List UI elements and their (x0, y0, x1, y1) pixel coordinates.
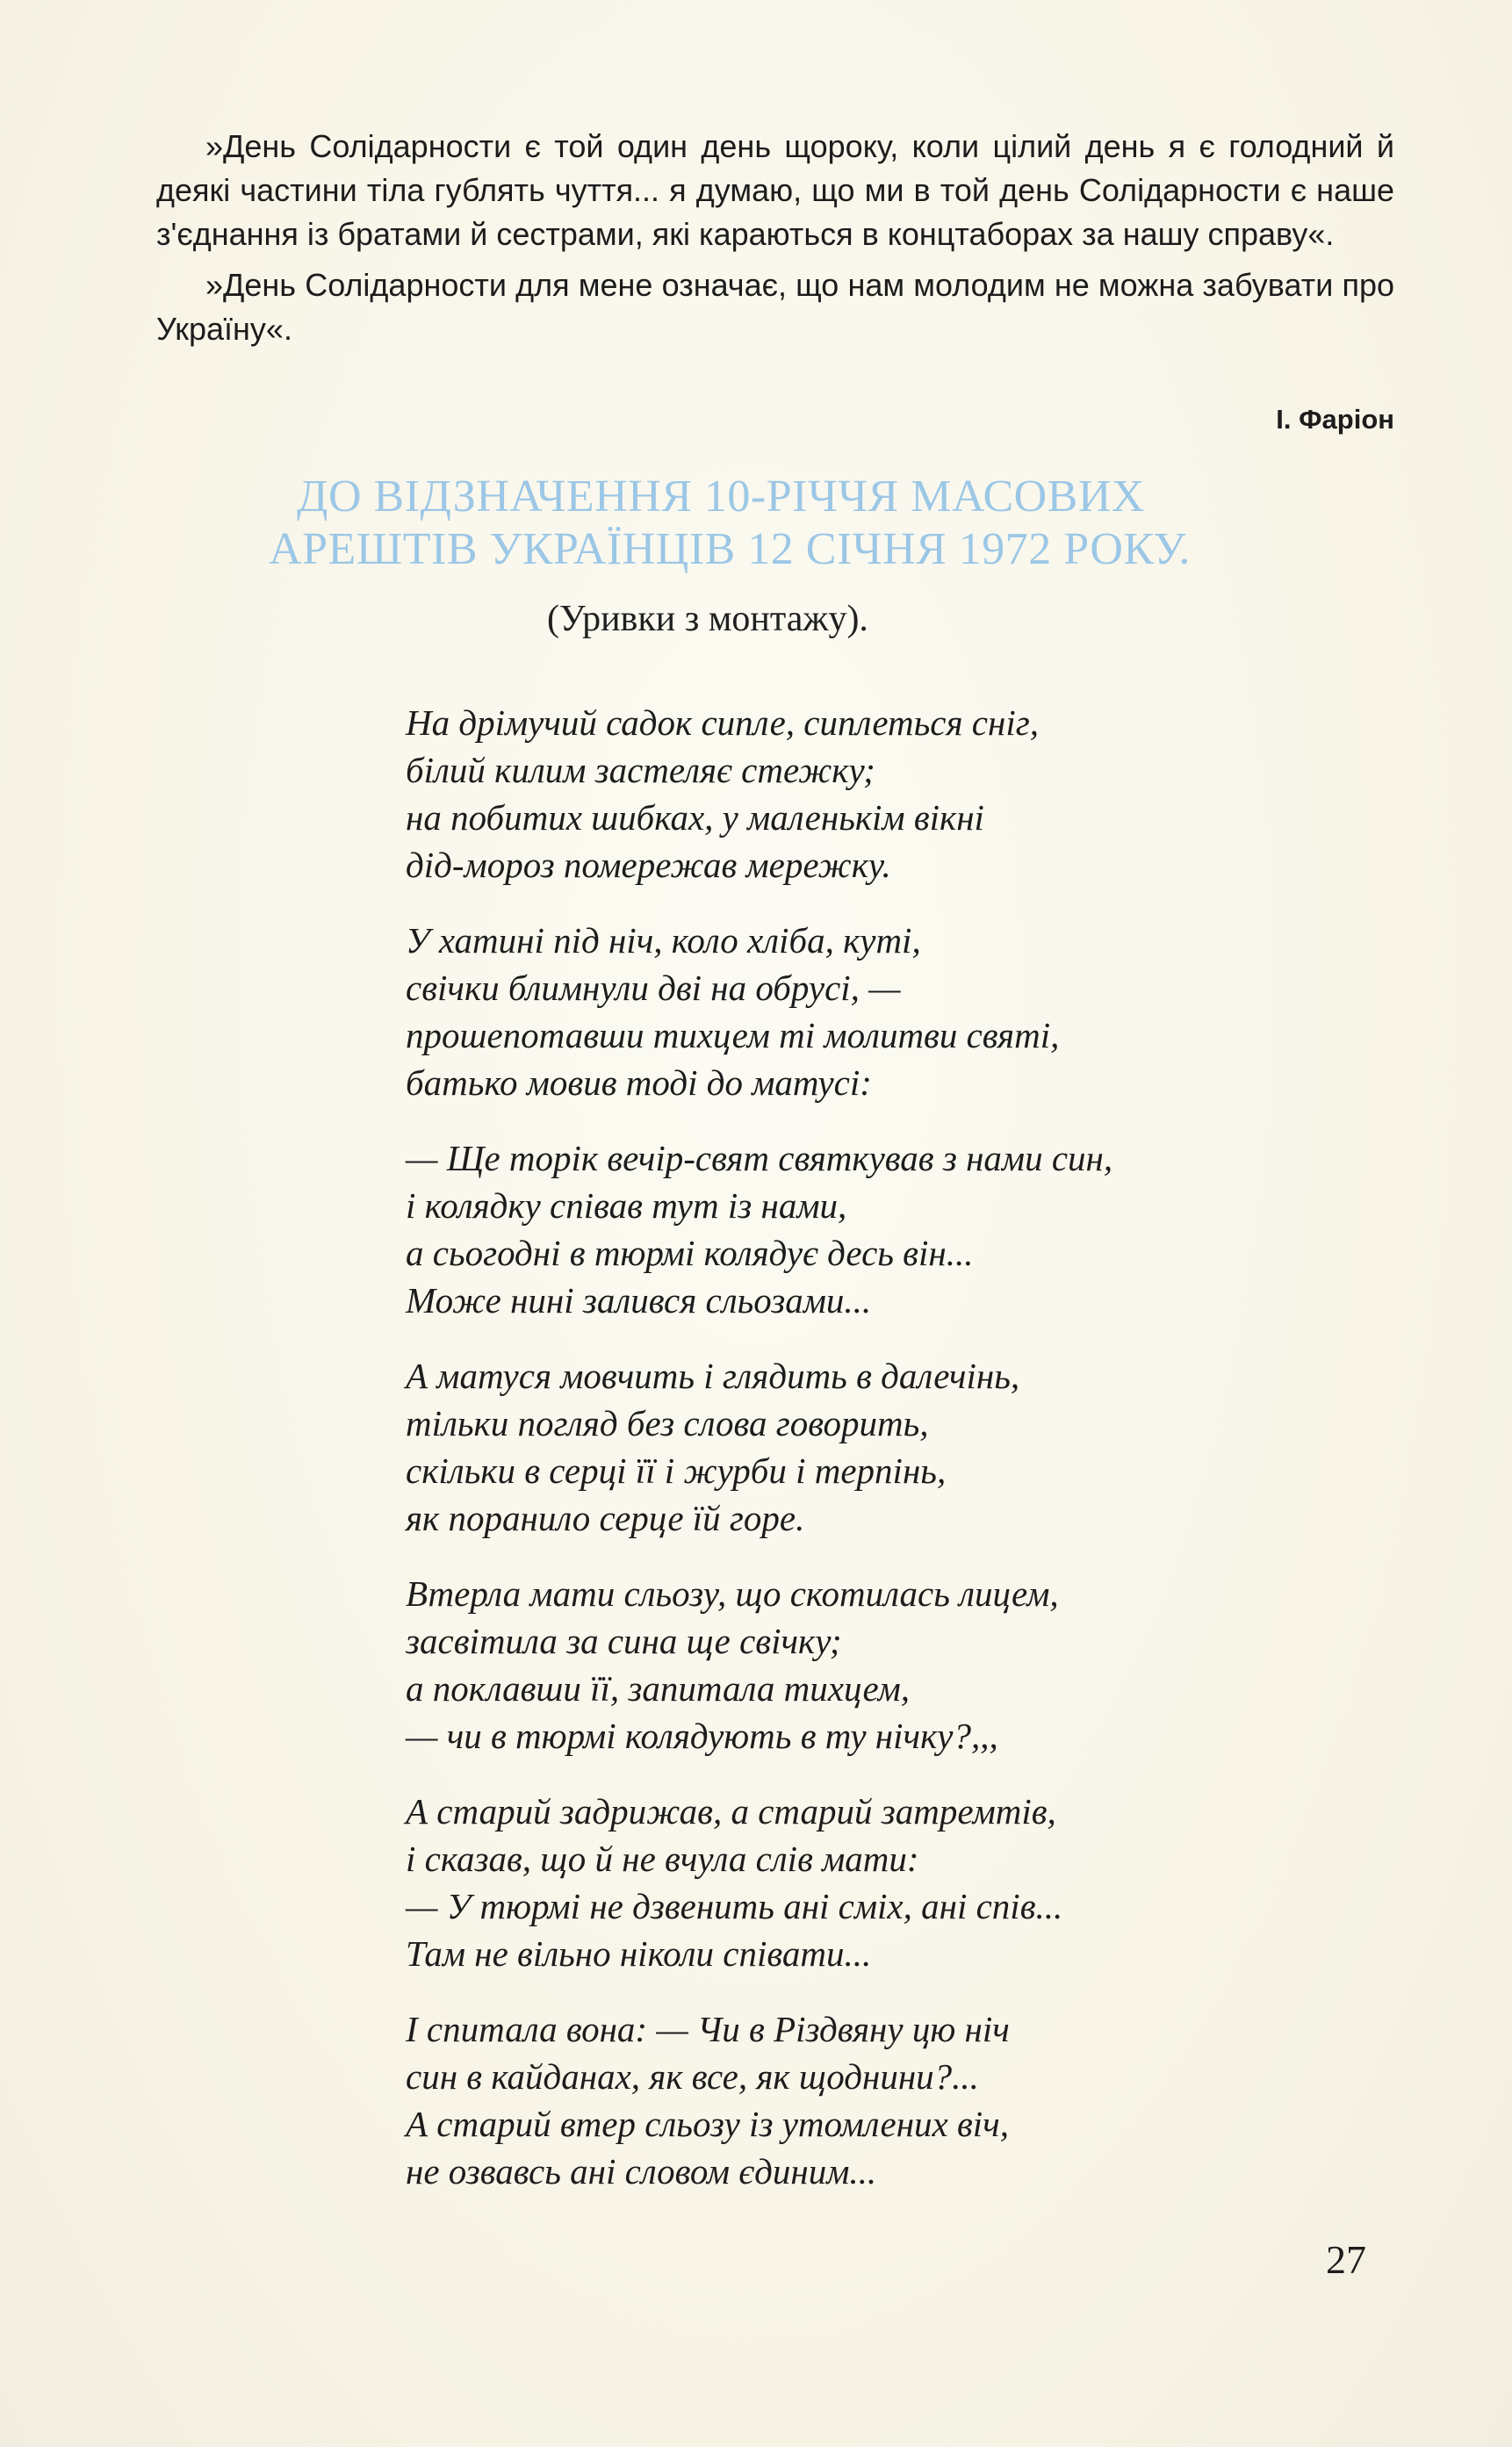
poem-line: — У тюрмі не дзвенить ані сміх, ані спів... (406, 1886, 1063, 1926)
poem-stanza (406, 2005, 1372, 2195)
poem-line: А матуся мовчить і глядить в далечінь, (406, 1356, 1020, 1396)
student-quotes (156, 125, 1394, 351)
poem-line: тільки погляд без слова говорить, (406, 1403, 929, 1443)
page-number: 27 (1326, 2237, 1366, 2282)
poem-line: а сьогодні в тюрмі колядує десь він... (406, 1233, 974, 1273)
poem-stanza (406, 1570, 1372, 1760)
poem-line: прошепотавши тихцем ті молитви святі, (406, 1015, 1060, 1055)
poem-line: — Ще торік вечір-свят святкував з нами син, (406, 1138, 1113, 1178)
poem-line: як поранило серце їй горе. (406, 1498, 805, 1538)
heading-line-1: ДО ВІДЗНАЧЕННЯ 10-РІЧЧЯ МАСОВИХ (297, 471, 1145, 522)
heading-line-2: АРЕШТІВ УКРАЇНЦІВ 12 СІЧНЯ 1972 РОКУ. (269, 524, 1191, 574)
poem-stanza (406, 917, 1372, 1106)
poem-line: засвітила за сина ще свічку; (406, 1621, 842, 1661)
poem-line: свічки блимнули дві на обрусі, — (406, 968, 901, 1008)
poem-line: У хатині під ніч, коло хліба, куті, (406, 920, 921, 961)
poem-line: батько мовив тоді до матусі: (406, 1062, 872, 1103)
poem-line: І спитала вона: — Чи в Різдвяну цю ніч (406, 2009, 1010, 2049)
quote-paragraph-1: »День Солідарности є той один день щороку, коли цілий день я є голодний й деякі частини тіла гублять чуття... я думаю, що ми в той день Солідарности є наше з'єднання із братами й сестрами, які караються в концтаборах за нашу справу«. (156, 128, 1394, 252)
poem-line: білий килим застеляє стежку; (406, 750, 875, 790)
poem-line: А старий задрижав, а старий затремтів, (406, 1791, 1056, 1832)
poem-line: скільки в серці її і журби і терпінь, (406, 1450, 947, 1491)
poem-line: А старий втер сльозу із утомлених віч, (406, 2104, 1009, 2144)
poem-line: На дрімучий садок сипле, сиплеться сніг, (406, 702, 1039, 743)
quote-paragraph-2: »День Солідарности для мене означає, що нам молодим не можна забувати про Україну«. (156, 267, 1394, 347)
article-heading (0, 471, 1512, 576)
poem-line: Може нині залився сльозами... (406, 1280, 872, 1321)
poem-line: син в кайданах, як все, як щоднини?... (406, 2056, 979, 2097)
poem-line: Там не вільно ніколи співати... (406, 1933, 872, 1974)
poem-stanza (406, 1352, 1372, 1542)
article-subtitle: (Уривки з монтажу). (547, 599, 868, 639)
poem-line: на побитих шибках, у маленькім вікні (406, 797, 984, 838)
poem-line: і сказав, що й не вчула слів мати: (406, 1839, 919, 1879)
poem-stanza (406, 1788, 1372, 1977)
poem-line: — чи в тюрмі колядують в ту нічку?,,, (406, 1716, 998, 1756)
poem-stanza (406, 699, 1372, 889)
poem-line: дід-мороз помережав мережку. (406, 845, 891, 885)
quote-attribution: І. Фаріон (1276, 404, 1394, 435)
poem-stanza (406, 1134, 1372, 1324)
poem-line: і колядку співав тут із нами, (406, 1185, 847, 1226)
poem-line: не озвавсь ані словом єдиним... (406, 2151, 877, 2192)
poem (406, 699, 1372, 2223)
poem-line: Втерла мати сльозу, що скотилась лицем, (406, 1573, 1059, 1614)
poem-line: а поклавши її, запитала тихцем, (406, 1668, 911, 1709)
